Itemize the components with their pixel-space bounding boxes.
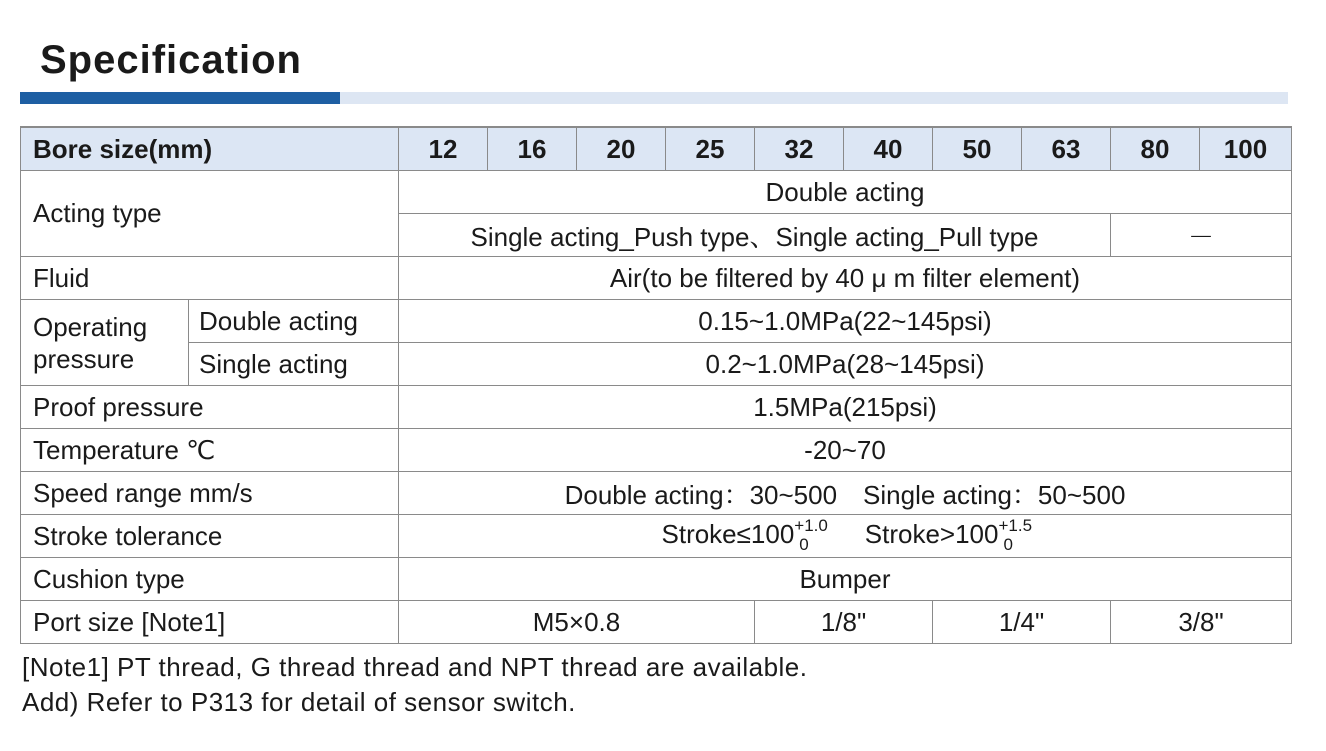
acting-type-single-na: － <box>1111 214 1292 257</box>
operating-pressure-single-row <box>21 343 1292 386</box>
stroke-tolerance-a-minus: 0 <box>799 535 809 554</box>
fluid-label: Fluid <box>21 257 399 300</box>
specification-table <box>20 126 1292 644</box>
cushion-type-value: Bumper <box>399 558 1292 601</box>
acting-type-single: Single acting_Push type、Single acting_Pull type <box>399 214 1111 257</box>
acting-type-row <box>21 171 1292 214</box>
bore-size-cell: 63 <box>1022 127 1111 171</box>
acting-type-label: Acting type <box>21 171 399 257</box>
speed-range-row <box>21 472 1292 515</box>
cushion-type-row <box>21 558 1292 601</box>
port-size-value: 1/8" <box>755 601 933 644</box>
stroke-tolerance-b-minus: 0 <box>1003 535 1013 554</box>
operating-pressure-double-row <box>21 300 1292 343</box>
bore-size-cell: 12 <box>399 127 488 171</box>
proof-pressure-value: 1.5MPa(215psi) <box>399 386 1292 429</box>
stroke-tolerance-b-plus: +1.5 <box>998 516 1033 535</box>
acting-type-double: Double acting <box>399 171 1292 214</box>
port-size-value: 3/8" <box>1111 601 1292 644</box>
port-size-value: M5×0.8 <box>399 601 755 644</box>
bore-size-label: Bore size(mm) <box>21 127 399 171</box>
stroke-tolerance-value <box>399 515 1292 558</box>
stroke-tolerance-b-range <box>998 516 1033 556</box>
port-size-value: 1/4" <box>933 601 1111 644</box>
fluid-value: Air(to be filtered by 40 μ m filter element) <box>399 257 1292 300</box>
bore-size-cell: 50 <box>933 127 1022 171</box>
proof-pressure-row <box>21 386 1292 429</box>
bore-size-cell: 20 <box>577 127 666 171</box>
temperature-value: -20~70 <box>399 429 1292 472</box>
bore-size-cell: 80 <box>1111 127 1200 171</box>
operating-pressure-label: Operating pressure <box>21 300 189 386</box>
stroke-tolerance-b-base: Stroke>100 <box>864 518 999 549</box>
stroke-tolerance-a-plus: +1.0 <box>794 516 828 535</box>
operating-pressure-single-value: 0.2~1.0MPa(28~145psi) <box>399 343 1292 386</box>
stroke-tolerance-a-range <box>794 516 828 556</box>
bore-size-cell: 100 <box>1200 127 1292 171</box>
header-row <box>21 127 1292 171</box>
cushion-type-label: Cushion type <box>21 558 399 601</box>
bore-size-cell: 25 <box>666 127 755 171</box>
stroke-tolerance-row <box>21 515 1292 558</box>
port-size-row <box>21 601 1292 644</box>
fluid-row <box>21 257 1292 300</box>
temperature-label: Temperature ℃ <box>21 429 399 472</box>
speed-range-label: Speed range mm/s <box>21 472 399 515</box>
page-title: Specification <box>40 38 302 82</box>
speed-range-value: Double acting：30~500 Single acting：50~500 <box>399 472 1292 515</box>
bore-size-cell: 40 <box>844 127 933 171</box>
bore-size-cell: 16 <box>488 127 577 171</box>
note-thread: [Note1] PT thread, G thread thread and NPT thread are available. <box>22 652 808 682</box>
bore-size-cell: 32 <box>755 127 844 171</box>
proof-pressure-label: Proof pressure <box>21 386 399 429</box>
operating-pressure-double-value: 0.15~1.0MPa(22~145psi) <box>399 300 1292 343</box>
operating-pressure-single-label: Single acting <box>189 343 399 386</box>
note-sensor-switch: Add) Refer to P313 for detail of sensor switch. <box>22 687 576 717</box>
title-underline-accent <box>20 92 340 104</box>
stroke-tolerance-label: Stroke tolerance <box>21 515 399 558</box>
port-size-label: Port size [Note1] <box>21 601 399 644</box>
temperature-row <box>21 429 1292 472</box>
operating-pressure-double-label: Double acting <box>189 300 399 343</box>
stroke-tolerance-a-base: Stroke≤100 <box>661 518 795 549</box>
